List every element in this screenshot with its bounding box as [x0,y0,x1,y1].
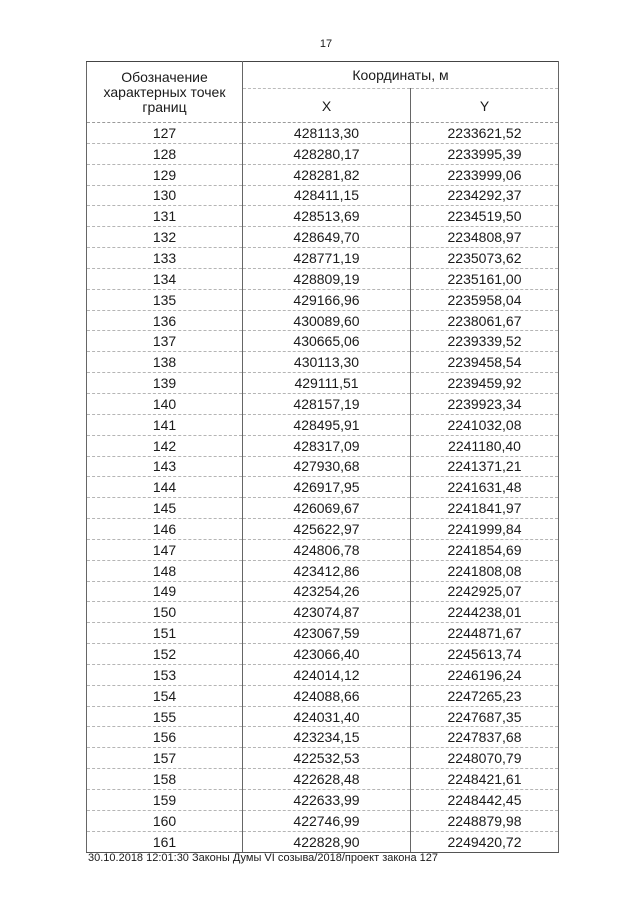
point-number-cell: 131 [87,206,243,227]
point-number-cell: 149 [87,581,243,602]
table-row [87,581,559,602]
x-coordinate-cell: 426917,95 [243,477,411,498]
point-number-cell: 143 [87,456,243,477]
y-coordinate-cell: 2235161,00 [411,268,559,289]
x-coordinate-cell: 429111,51 [243,373,411,394]
table-row [87,623,559,644]
table-row [87,352,559,373]
point-number-cell: 145 [87,498,243,519]
table-row [87,206,559,227]
point-number-cell: 133 [87,248,243,269]
point-number-cell: 152 [87,644,243,665]
x-coordinate-cell: 422532,53 [243,748,411,769]
table-row [87,748,559,769]
x-coordinate-cell: 423254,26 [243,581,411,602]
y-coordinate-cell: 2248879,98 [411,810,559,831]
table-row [87,164,559,185]
x-coordinate-cell: 428649,70 [243,227,411,248]
x-coordinate-cell: 428411,15 [243,185,411,206]
y-coordinate-cell: 2244238,01 [411,602,559,623]
y-coordinate-cell: 2242925,07 [411,581,559,602]
point-number-cell: 140 [87,393,243,414]
y-coordinate-cell: 2248421,61 [411,769,559,790]
y-coordinate-cell: 2235958,04 [411,289,559,310]
point-number-cell: 148 [87,560,243,581]
y-coordinate-cell: 2241631,48 [411,477,559,498]
point-number-cell: 127 [87,123,243,144]
table-body [87,123,559,853]
x-coordinate-cell: 428317,09 [243,435,411,456]
point-number-cell: 151 [87,623,243,644]
point-number-cell: 130 [87,185,243,206]
table-row [87,539,559,560]
x-coordinate-cell: 428281,82 [243,164,411,185]
x-coordinate-cell: 428113,30 [243,123,411,144]
x-coordinate-cell: 424031,40 [243,706,411,727]
y-coordinate-cell: 2241999,84 [411,519,559,540]
x-coordinate-cell: 428771,19 [243,248,411,269]
table-row [87,769,559,790]
x-coordinate-cell: 430113,30 [243,352,411,373]
y-coordinate-cell: 2239458,54 [411,352,559,373]
table-row [87,227,559,248]
table-row [87,706,559,727]
point-number-cell: 139 [87,373,243,394]
table-row [87,519,559,540]
table-row [87,393,559,414]
x-coordinate-cell: 426069,67 [243,498,411,519]
y-coordinate-cell: 2241180,40 [411,435,559,456]
point-number-cell: 144 [87,477,243,498]
x-coordinate-cell: 423066,40 [243,644,411,665]
x-coordinate-cell: 423067,59 [243,623,411,644]
y-coordinate-cell: 2248070,79 [411,748,559,769]
point-number-cell: 134 [87,268,243,289]
x-coordinate-cell: 427930,68 [243,456,411,477]
point-number-cell: 150 [87,602,243,623]
x-coordinate-cell: 424088,66 [243,685,411,706]
x-coordinate-cell: 423074,87 [243,602,411,623]
y-coordinate-cell: 2247687,35 [411,706,559,727]
page-number: 17 [319,38,333,50]
point-number-cell: 138 [87,352,243,373]
y-coordinate-cell: 2233999,06 [411,164,559,185]
y-coordinate-cell: 2234808,97 [411,227,559,248]
table-row [87,414,559,435]
table-row [87,289,559,310]
y-coordinate-cell: 2241854,69 [411,539,559,560]
point-number-cell: 153 [87,664,243,685]
y-coordinate-cell: 2239339,52 [411,331,559,352]
coordinates-table [86,61,559,853]
y-coordinate-cell: 2239459,92 [411,373,559,394]
x-coordinate-cell: 423412,86 [243,560,411,581]
point-number-cell: 161 [87,831,243,852]
table-row [87,373,559,394]
point-number-cell: 128 [87,143,243,164]
point-number-cell: 155 [87,706,243,727]
point-number-cell: 156 [87,727,243,748]
point-number-cell: 137 [87,331,243,352]
x-coordinate-cell: 428513,69 [243,206,411,227]
header-coordinates: Координаты, м [243,62,559,89]
table-row [87,123,559,144]
y-coordinate-cell: 2234519,50 [411,206,559,227]
point-number-cell: 136 [87,310,243,331]
y-coordinate-cell: 2248442,45 [411,790,559,811]
point-number-cell: 146 [87,519,243,540]
table-row [87,477,559,498]
point-number-cell: 159 [87,790,243,811]
y-coordinate-cell: 2239923,34 [411,393,559,414]
point-number-cell: 132 [87,227,243,248]
y-coordinate-cell: 2247837,68 [411,727,559,748]
table-row [87,456,559,477]
table-row [87,310,559,331]
y-coordinate-cell: 2247265,23 [411,685,559,706]
table-row [87,560,559,581]
header-y: Y [411,89,559,123]
x-coordinate-cell: 424806,78 [243,539,411,560]
table-row [87,685,559,706]
table-row [87,602,559,623]
x-coordinate-cell: 428809,19 [243,268,411,289]
x-coordinate-cell: 428495,91 [243,414,411,435]
x-coordinate-cell: 430665,06 [243,331,411,352]
point-number-cell: 135 [87,289,243,310]
table-header [87,62,559,123]
table-row [87,810,559,831]
y-coordinate-cell: 2235073,62 [411,248,559,269]
table-row [87,331,559,352]
point-number-cell: 129 [87,164,243,185]
point-number-cell: 160 [87,810,243,831]
y-coordinate-cell: 2233995,39 [411,143,559,164]
x-coordinate-cell: 422746,99 [243,810,411,831]
y-coordinate-cell: 2241371,21 [411,456,559,477]
table-row [87,727,559,748]
table-row [87,435,559,456]
y-coordinate-cell: 2246196,24 [411,664,559,685]
point-number-cell: 154 [87,685,243,706]
point-number-cell: 157 [87,748,243,769]
y-coordinate-cell: 2249420,72 [411,831,559,852]
header-point-designation: Обозначение характерных точек границ [87,62,243,123]
x-coordinate-cell: 422633,99 [243,790,411,811]
table-row [87,268,559,289]
y-coordinate-cell: 2233621,52 [411,123,559,144]
x-coordinate-cell: 428157,19 [243,393,411,414]
x-coordinate-cell: 422628,48 [243,769,411,790]
table-row [87,248,559,269]
point-number-cell: 147 [87,539,243,560]
point-number-cell: 142 [87,435,243,456]
y-coordinate-cell: 2245613,74 [411,644,559,665]
x-coordinate-cell: 425622,97 [243,519,411,540]
y-coordinate-cell: 2244871,67 [411,623,559,644]
table-row [87,498,559,519]
y-coordinate-cell: 2241032,08 [411,414,559,435]
y-coordinate-cell: 2241808,08 [411,560,559,581]
x-coordinate-cell: 428280,17 [243,143,411,164]
table-row [87,831,559,852]
x-coordinate-cell: 429166,96 [243,289,411,310]
footer-text: 30.10.2018 12:01:30 Законы Думы VI созыва/2018/проект закона 127 [88,852,439,864]
y-coordinate-cell: 2238061,67 [411,310,559,331]
x-coordinate-cell: 430089,60 [243,310,411,331]
table-row [87,143,559,164]
x-coordinate-cell: 424014,12 [243,664,411,685]
table-row [87,790,559,811]
table-row [87,664,559,685]
point-number-cell: 158 [87,769,243,790]
table-row [87,185,559,206]
x-coordinate-cell: 423234,15 [243,727,411,748]
y-coordinate-cell: 2234292,37 [411,185,559,206]
y-coordinate-cell: 2241841,97 [411,498,559,519]
table-row [87,644,559,665]
point-number-cell: 141 [87,414,243,435]
header-x: X [243,89,411,123]
x-coordinate-cell: 422828,90 [243,831,411,852]
